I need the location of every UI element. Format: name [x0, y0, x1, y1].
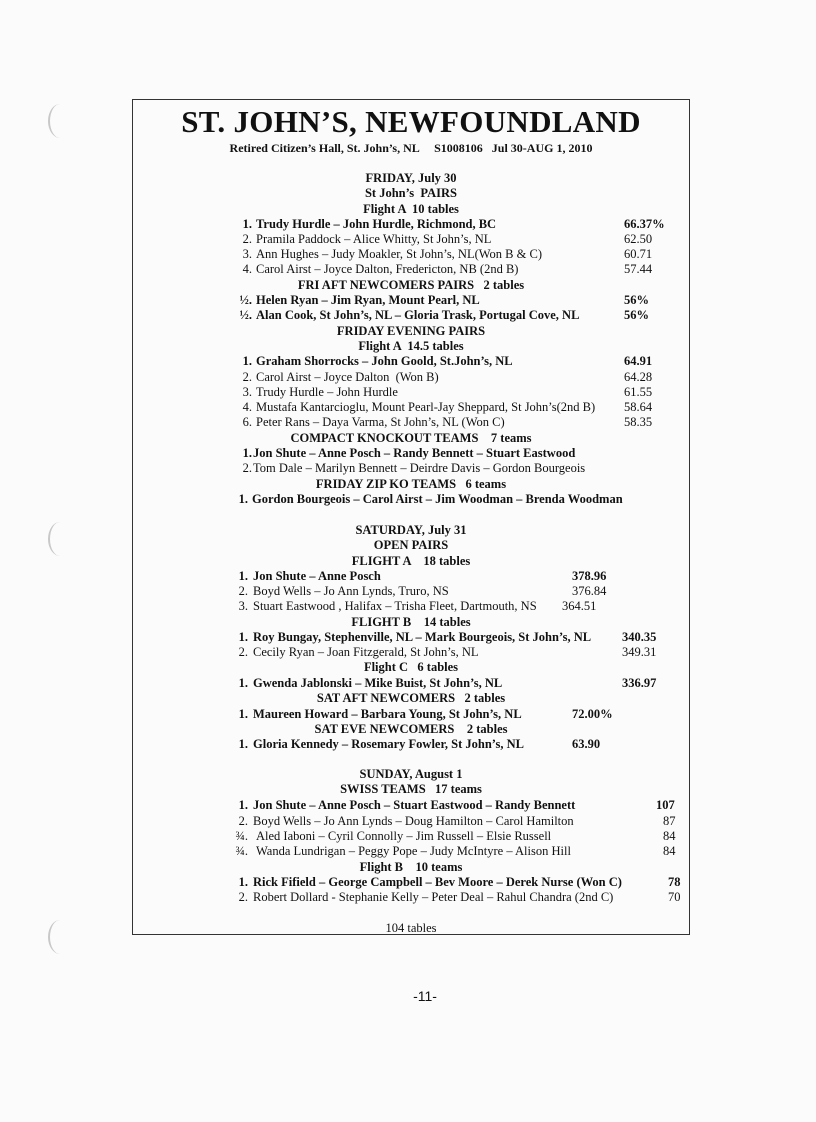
total-tables: 104 tables	[385, 921, 437, 935]
day-heading: SUNDAY, August 1	[359, 767, 463, 781]
page-title: ST. JOHN’S, NEWFOUNDLAND	[181, 104, 641, 139]
event-heading: OPEN PAIRS	[373, 538, 449, 552]
binder-hole-middle	[48, 522, 72, 556]
flight-heading: FLIGHT B 14 tables	[351, 615, 471, 629]
event-heading: FRIDAY EVENING PAIRS	[336, 324, 486, 338]
page-number: -11-	[413, 988, 437, 1004]
event-subtitle: Retired Citizen’s Hall, St. John’s, NL S1008106 Jul 30-AUG 1, 2010	[229, 141, 593, 155]
event-heading: FRIDAY ZIP KO TEAMS 6 teams	[315, 477, 507, 491]
event-heading: SAT AFT NEWCOMERS 2 tables	[316, 691, 506, 705]
event-heading: St John’s PAIRS	[364, 186, 458, 200]
event-heading: SAT EVE NEWCOMERS 2 tables	[314, 722, 508, 736]
flight-heading: Flight A 10 tables	[363, 202, 459, 216]
event-heading: SWISS TEAMS 17 teams	[340, 782, 482, 796]
event-heading: COMPACT KNOCKOUT TEAMS 7 teams	[290, 431, 532, 445]
flight-heading: Flight A 14.5 tables	[358, 339, 464, 353]
day-heading: FRIDAY, July 30	[365, 171, 457, 185]
flight-heading: Flight B 10 teams	[359, 860, 463, 874]
flight-heading: Flight C 6 tables	[363, 660, 459, 674]
day-heading: SATURDAY, July 31	[355, 523, 467, 537]
binder-hole-bottom	[48, 920, 72, 954]
flight-heading: FLIGHT A 18 tables	[351, 554, 471, 568]
event-heading: FRI AFT NEWCOMERS PAIRS 2 tables	[297, 278, 525, 292]
binder-hole-top	[48, 104, 72, 138]
